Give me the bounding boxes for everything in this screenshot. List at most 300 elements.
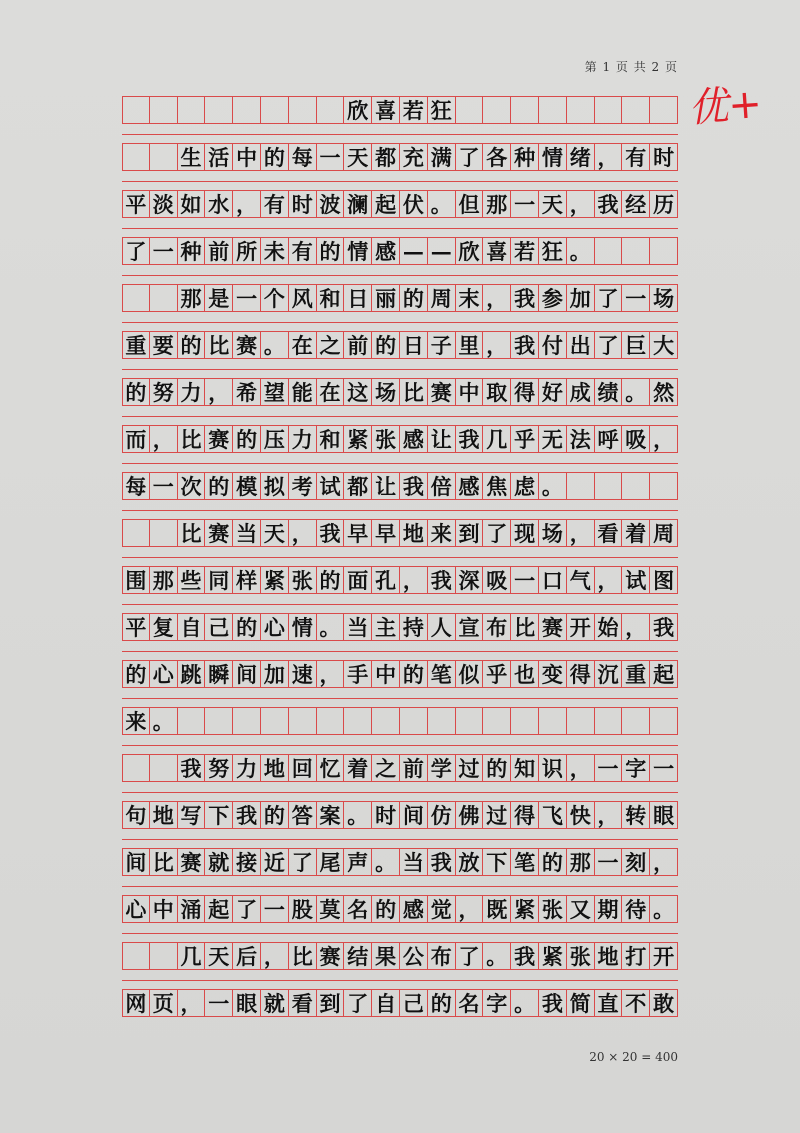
- grid-cell: ，: [289, 519, 317, 547]
- grid-cell: 。: [261, 331, 289, 359]
- grid-cell: 起: [205, 895, 233, 923]
- grid-cell: 来: [122, 707, 150, 735]
- grid-cell: 我: [400, 472, 428, 500]
- grid-cell: [261, 96, 289, 124]
- grid-cell: 我: [539, 989, 567, 1017]
- grid-cell: 丽: [372, 284, 400, 312]
- grid-cell: 这: [344, 378, 372, 406]
- grid-cell: 每: [289, 143, 317, 171]
- grid-cell: [122, 284, 150, 312]
- grid-cell: 狂: [428, 96, 456, 124]
- grid-cell: 之: [372, 754, 400, 782]
- grid-cell: [595, 472, 623, 500]
- grid-cell: 赛: [539, 613, 567, 641]
- grid-cell: 的: [372, 895, 400, 923]
- grid-cell: 些: [178, 566, 206, 594]
- grid-cell: 一: [205, 989, 233, 1017]
- grid-cell: 试: [317, 472, 345, 500]
- grid-cell: 地: [400, 519, 428, 547]
- grid-cell: 张: [289, 566, 317, 594]
- grid-cell: [150, 284, 178, 312]
- grid-cell: 着: [622, 519, 650, 547]
- grid-cell: 句: [122, 801, 150, 829]
- text-row: [122, 519, 678, 547]
- grid-cell: 人: [428, 613, 456, 641]
- grid-cell: 模: [233, 472, 261, 500]
- grid-cell: 如: [178, 190, 206, 218]
- grid-cell: [650, 707, 678, 735]
- grid-cell: 喜: [483, 237, 511, 265]
- grid-cell: 又: [567, 895, 595, 923]
- grid-cell: [289, 96, 317, 124]
- grid-cell: 情: [289, 613, 317, 641]
- grid-cell: 期: [595, 895, 623, 923]
- grid-cell: 一: [650, 754, 678, 782]
- grid-cell: 孔: [372, 566, 400, 594]
- grid-cell: 生: [178, 143, 206, 171]
- grid-cell: 己: [400, 989, 428, 1017]
- grid-cell: 。: [650, 895, 678, 923]
- grid-cell: 了: [456, 942, 484, 970]
- grid-cell: ，: [261, 942, 289, 970]
- grid-cell: 各: [483, 143, 511, 171]
- grid-cell: 绩: [595, 378, 623, 406]
- grid-cell: [233, 707, 261, 735]
- grid-cell: 波: [317, 190, 345, 218]
- grid-cell: 喜: [372, 96, 400, 124]
- grid-cell: 既: [483, 895, 511, 923]
- grid-cell: 了: [344, 989, 372, 1017]
- grid-cell: 。: [317, 613, 345, 641]
- grid-cell: 瞬: [205, 660, 233, 688]
- grid-cell: 历: [650, 190, 678, 218]
- grid-cell: 中: [150, 895, 178, 923]
- grid-cell: 淡: [150, 190, 178, 218]
- grid-cell: 若: [400, 96, 428, 124]
- grid-cell: 忆: [317, 754, 345, 782]
- grid-cell: 放: [456, 848, 484, 876]
- grid-cell: 的: [539, 848, 567, 876]
- grid-cell: ，: [456, 895, 484, 923]
- row-gap-line: [122, 792, 678, 793]
- grid-cell: 一: [595, 848, 623, 876]
- grid-cell: [539, 96, 567, 124]
- row-gap-line: [122, 839, 678, 840]
- grid-cell: [456, 96, 484, 124]
- grid-cell: [539, 707, 567, 735]
- text-row: [122, 801, 678, 829]
- grid-cell: 起: [372, 190, 400, 218]
- grid-cell: 加: [567, 284, 595, 312]
- grid-cell: 情: [539, 143, 567, 171]
- grid-cell: 复: [150, 613, 178, 641]
- grid-cell: 倍: [428, 472, 456, 500]
- grid-cell: 吸: [622, 425, 650, 453]
- grid-cell: 充: [400, 143, 428, 171]
- grid-cell: 比: [205, 331, 233, 359]
- grid-cell: 了: [456, 143, 484, 171]
- grid-cell: 了: [595, 331, 623, 359]
- grid-cell: 一: [150, 237, 178, 265]
- grid-cell: 赛: [233, 331, 261, 359]
- grid-cell: [178, 707, 206, 735]
- grid-cell: 了: [289, 848, 317, 876]
- row-gap-line: [122, 651, 678, 652]
- grid-cell: 那: [150, 566, 178, 594]
- grid-cell: 每: [122, 472, 150, 500]
- grid-cell: ，: [595, 801, 623, 829]
- grid-cell: 了: [233, 895, 261, 923]
- grid-cell: 赛: [205, 519, 233, 547]
- grid-cell: [650, 96, 678, 124]
- grid-cell: 字: [483, 989, 511, 1017]
- grid-cell: 早: [372, 519, 400, 547]
- grid-cell: [511, 707, 539, 735]
- grid-cell: [428, 707, 456, 735]
- grid-cell: 的: [400, 660, 428, 688]
- grid-cell: 平: [122, 613, 150, 641]
- grid-cell: 在: [317, 378, 345, 406]
- grid-cell: 在: [289, 331, 317, 359]
- grid-cell: 天: [344, 143, 372, 171]
- grid-cell: 面: [344, 566, 372, 594]
- grid-cell: 涌: [178, 895, 206, 923]
- grid-cell: 时: [372, 801, 400, 829]
- grade-mark: [686, 72, 764, 132]
- grid-cell: 所: [233, 237, 261, 265]
- row-gap-line: [122, 745, 678, 746]
- grid-cell: 和: [317, 284, 345, 312]
- grid-cell: 的: [261, 143, 289, 171]
- grid-cell: 口: [539, 566, 567, 594]
- grid-cell: 早: [344, 519, 372, 547]
- grid-cell: ，: [178, 989, 206, 1017]
- grid-cell: 转: [622, 801, 650, 829]
- text-row: [122, 989, 678, 1017]
- grid-cell: 布: [483, 613, 511, 641]
- grid-cell: [150, 143, 178, 171]
- grid-cell: 都: [344, 472, 372, 500]
- grid-cell: [400, 707, 428, 735]
- grid-cell: 了: [122, 237, 150, 265]
- grid-cell: 重: [122, 331, 150, 359]
- grid-cell: [511, 96, 539, 124]
- grid-cell: 股: [289, 895, 317, 923]
- grid-cell: 。: [372, 848, 400, 876]
- grid-cell: 简: [567, 989, 595, 1017]
- grid-cell: [205, 707, 233, 735]
- grid-cell: 张: [539, 895, 567, 923]
- grid-cell: 几: [483, 425, 511, 453]
- grid-count-label: 20 × 20 = 400: [589, 1050, 678, 1064]
- grid-cell: 焦: [483, 472, 511, 500]
- grid-cell: 的: [122, 660, 150, 688]
- grid-cell: 感: [400, 895, 428, 923]
- grid-cell: [122, 942, 150, 970]
- grid-cell: [567, 96, 595, 124]
- grid-cell: [456, 707, 484, 735]
- grid-cell: 识: [539, 754, 567, 782]
- grid-cell: [205, 96, 233, 124]
- grid-cell: 间: [233, 660, 261, 688]
- grid-cell: 好: [539, 378, 567, 406]
- grid-cell: 就: [205, 848, 233, 876]
- grid-cell: 打: [622, 942, 650, 970]
- grid-cell: 着: [344, 754, 372, 782]
- grid-cell: [122, 519, 150, 547]
- grid-cell: 成: [567, 378, 595, 406]
- grid-cell: 我: [317, 519, 345, 547]
- row-gap-line: [122, 557, 678, 558]
- grid-cell: 我: [456, 425, 484, 453]
- grid-cell: 。: [483, 942, 511, 970]
- grid-cell: 知: [511, 754, 539, 782]
- grid-cell: 回: [289, 754, 317, 782]
- row-gap-line: [122, 228, 678, 229]
- grid-cell: —: [400, 237, 428, 265]
- row-gap-line: [122, 886, 678, 887]
- grid-cell: 莫: [317, 895, 345, 923]
- grid-cell: 觉: [428, 895, 456, 923]
- grid-cell: 法: [567, 425, 595, 453]
- grid-cell: 的: [428, 989, 456, 1017]
- grid-cell: 我: [511, 284, 539, 312]
- grid-cell: 沉: [595, 660, 623, 688]
- grid-cell: 间: [400, 801, 428, 829]
- grid-cell: 赛: [317, 942, 345, 970]
- grid-cell: 时: [650, 143, 678, 171]
- text-row: [122, 378, 678, 406]
- row-gap-line: [122, 181, 678, 182]
- grid-cell: 佛: [456, 801, 484, 829]
- grid-cell: 澜: [344, 190, 372, 218]
- grid-cell: [317, 707, 345, 735]
- grid-cell: 的: [317, 566, 345, 594]
- text-row: [122, 472, 678, 500]
- grid-cell: [622, 707, 650, 735]
- grid-cell: 要: [150, 331, 178, 359]
- grid-cell: 。: [622, 378, 650, 406]
- grid-cell: 一: [317, 143, 345, 171]
- row-gap-line: [122, 322, 678, 323]
- grid-cell: 情: [344, 237, 372, 265]
- grid-cell: ，: [622, 613, 650, 641]
- row-gap-line: [122, 275, 678, 276]
- grid-cell: 吸: [483, 566, 511, 594]
- grid-cell: 努: [150, 378, 178, 406]
- grid-cell: 让: [428, 425, 456, 453]
- grid-cell: 网: [122, 989, 150, 1017]
- grid-cell: 我: [178, 754, 206, 782]
- grid-cell: 手: [344, 660, 372, 688]
- text-row: [122, 143, 678, 171]
- grid-cell: 力: [178, 378, 206, 406]
- row-gap-line: [122, 980, 678, 981]
- grid-cell: 若: [511, 237, 539, 265]
- grid-cell: 名: [344, 895, 372, 923]
- grid-cell: 望: [261, 378, 289, 406]
- grid-cell: [150, 96, 178, 124]
- grid-cell: 样: [233, 566, 261, 594]
- grid-cell: 末: [456, 284, 484, 312]
- grid-cell: 的: [233, 425, 261, 453]
- row-gap-line: [122, 604, 678, 605]
- grid-cell: 仿: [428, 801, 456, 829]
- grid-cell: 赛: [205, 425, 233, 453]
- grid-cell: 天: [261, 519, 289, 547]
- grid-cell: 和: [317, 425, 345, 453]
- grid-cell: ，: [317, 660, 345, 688]
- grid-cell: 力: [233, 754, 261, 782]
- grid-cell: 一: [150, 472, 178, 500]
- grid-cell: ，: [595, 566, 623, 594]
- grid-cell: 同: [205, 566, 233, 594]
- grid-cell: [622, 472, 650, 500]
- grid-cell: 未: [261, 237, 289, 265]
- grid-cell: ，: [567, 519, 595, 547]
- grid-cell: 时: [289, 190, 317, 218]
- grid-cell: [567, 707, 595, 735]
- grid-cell: 布: [428, 942, 456, 970]
- grid-cell: 种: [178, 237, 206, 265]
- grid-cell: 之: [317, 331, 345, 359]
- grid-cell: 不: [622, 989, 650, 1017]
- grid-cell: [344, 707, 372, 735]
- grid-cell: 结: [344, 942, 372, 970]
- grid-cell: 压: [261, 425, 289, 453]
- grid-cell: 一: [261, 895, 289, 923]
- grid-cell: 付: [539, 331, 567, 359]
- grid-cell: 我: [428, 848, 456, 876]
- grid-cell: 页: [150, 989, 178, 1017]
- grid-cell: 了: [483, 519, 511, 547]
- grid-cell: ，: [233, 190, 261, 218]
- grid-cell: 都: [372, 143, 400, 171]
- grid-cell: 风: [289, 284, 317, 312]
- grid-cell: 感: [400, 425, 428, 453]
- text-row: [122, 190, 678, 218]
- grid-cell: 看: [595, 519, 623, 547]
- grid-cell: 感: [372, 237, 400, 265]
- text-row: [122, 425, 678, 453]
- grid-cell: 学: [428, 754, 456, 782]
- grid-cell: 到: [317, 989, 345, 1017]
- grid-cell: [233, 96, 261, 124]
- grid-cell: 场: [372, 378, 400, 406]
- grid-cell: 中: [372, 660, 400, 688]
- row-gap-line: [122, 369, 678, 370]
- grid-cell: 是: [205, 284, 233, 312]
- grid-cell: 己: [205, 613, 233, 641]
- grid-cell: 也: [511, 660, 539, 688]
- grid-cell: 乎: [483, 660, 511, 688]
- grid-cell: 笔: [428, 660, 456, 688]
- grid-cell: 我: [233, 801, 261, 829]
- grid-cell: 始: [595, 613, 623, 641]
- grid-cell: 紧: [539, 942, 567, 970]
- grid-cell: 直: [595, 989, 623, 1017]
- grid-cell: [567, 472, 595, 500]
- grid-cell: [622, 237, 650, 265]
- grid-cell: 能: [289, 378, 317, 406]
- grid-cell: 紧: [344, 425, 372, 453]
- row-gap-line: [122, 134, 678, 135]
- grid-cell: 而: [122, 425, 150, 453]
- grid-cell: 得: [567, 660, 595, 688]
- grid-cell: ，: [595, 143, 623, 171]
- grid-cell: 种: [511, 143, 539, 171]
- grid-cell: 开: [650, 942, 678, 970]
- text-row: [122, 284, 678, 312]
- grid-cell: 前: [400, 754, 428, 782]
- grid-cell: 天: [539, 190, 567, 218]
- grid-cell: 快: [567, 801, 595, 829]
- grid-cell: 。: [344, 801, 372, 829]
- writing-grid: [122, 96, 678, 1036]
- grid-cell: 的: [483, 754, 511, 782]
- grid-cell: 间: [122, 848, 150, 876]
- grid-cell: 。: [567, 237, 595, 265]
- title-row: [122, 96, 678, 124]
- grid-cell: 试: [622, 566, 650, 594]
- text-row: [122, 848, 678, 876]
- grid-cell: 比: [289, 942, 317, 970]
- row-gap-line: [122, 933, 678, 934]
- text-row: [122, 754, 678, 782]
- grid-cell: 一: [511, 190, 539, 218]
- grid-cell: 宣: [456, 613, 484, 641]
- grid-cell: [150, 754, 178, 782]
- grid-cell: [483, 707, 511, 735]
- grid-cell: 欣: [344, 96, 372, 124]
- grid-cell: [595, 237, 623, 265]
- grid-cell: 到: [456, 519, 484, 547]
- grid-cell: [150, 942, 178, 970]
- grid-cell: 看: [289, 989, 317, 1017]
- grid-cell: 欣: [456, 237, 484, 265]
- grid-cell: 前: [205, 237, 233, 265]
- row-gap-line: [122, 698, 678, 699]
- grid-cell: 。: [511, 989, 539, 1017]
- grid-cell: ，: [150, 425, 178, 453]
- grid-cell: [595, 707, 623, 735]
- grid-cell: [122, 143, 150, 171]
- text-row: [122, 942, 678, 970]
- grid-cell: 水: [205, 190, 233, 218]
- grid-cell: [595, 96, 623, 124]
- grid-cell: 前: [344, 331, 372, 359]
- grid-cell: 一: [511, 566, 539, 594]
- grid-cell: 虑: [511, 472, 539, 500]
- grid-cell: 来: [428, 519, 456, 547]
- grid-cell: 一: [595, 754, 623, 782]
- grid-cell: 围: [122, 566, 150, 594]
- grid-cell: 就: [261, 989, 289, 1017]
- grid-cell: [317, 96, 345, 124]
- grid-cell: 公: [400, 942, 428, 970]
- grid-cell: 过: [483, 801, 511, 829]
- grid-cell: 眼: [233, 989, 261, 1017]
- grid-cell: 经: [622, 190, 650, 218]
- grid-cell: 的: [233, 613, 261, 641]
- grid-cell: 地: [261, 754, 289, 782]
- grid-cell: 参: [539, 284, 567, 312]
- grid-cell: 我: [511, 331, 539, 359]
- grid-cell: 声: [344, 848, 372, 876]
- grid-cell: 近: [261, 848, 289, 876]
- grid-cell: 周: [650, 519, 678, 547]
- grid-cell: 。: [539, 472, 567, 500]
